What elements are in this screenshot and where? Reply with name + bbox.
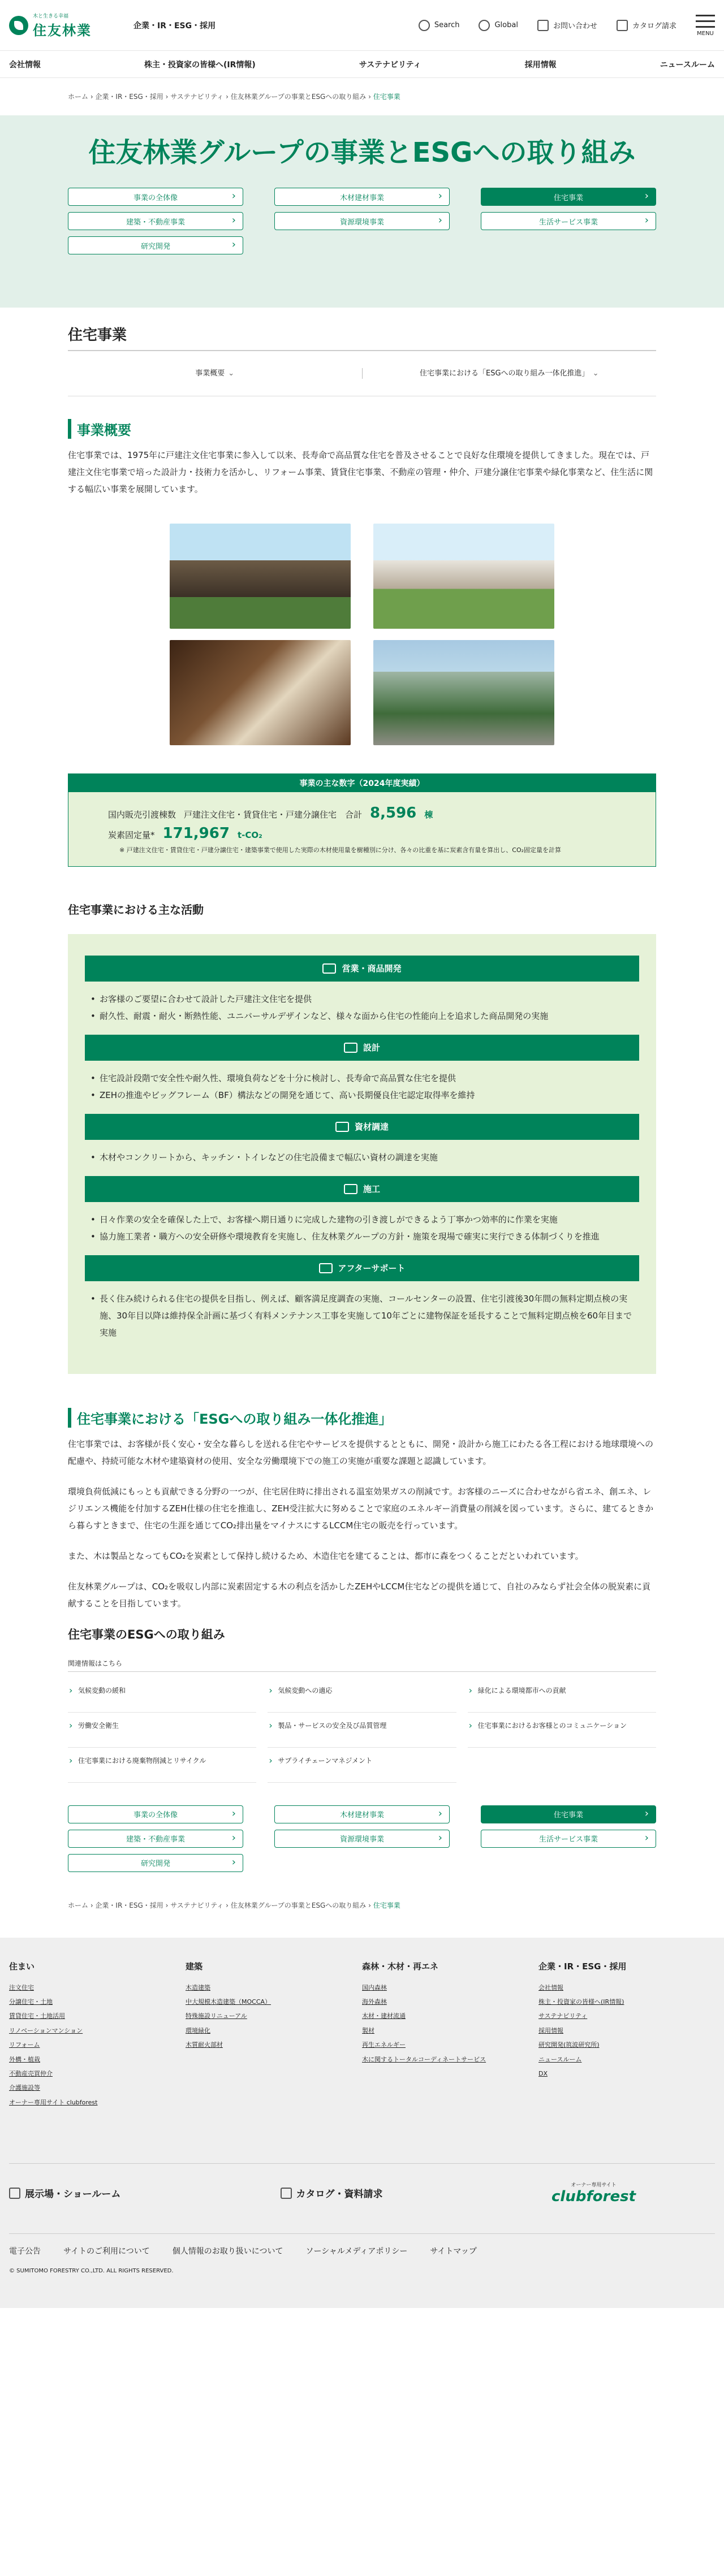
tab-esg-label: 住宅事業における「ESGへの取り組み一体化推進」 bbox=[420, 369, 589, 378]
design-icon bbox=[344, 1043, 357, 1053]
menu-button[interactable] bbox=[696, 14, 715, 37]
business-btn-overview[interactable]: 事業の全体像 › bbox=[68, 1805, 243, 1823]
wooden-interior-image bbox=[170, 640, 351, 745]
house-icon bbox=[9, 2188, 20, 2199]
gnav-ir[interactable]: 株主・投資家の皆様へ(IR情報) bbox=[144, 60, 256, 70]
key-numbers-box bbox=[68, 773, 656, 867]
activity-title: 営業・商品開発 bbox=[342, 963, 402, 974]
hero bbox=[0, 115, 724, 308]
business-btn-construction[interactable]: 建築・不動産事業 › bbox=[68, 1830, 243, 1848]
overview-heading: 事業概要 bbox=[68, 419, 656, 439]
owner-label: オーナー専用サイト bbox=[571, 2182, 617, 2189]
footer-bottom-links bbox=[9, 2233, 715, 2257]
related-link[interactable]: › 気候変動の緩和 bbox=[68, 1678, 256, 1713]
footer-link[interactable]: 賃貸住宅・土地活用 bbox=[9, 2012, 65, 2020]
carbon-row bbox=[108, 825, 616, 842]
footer-link[interactable]: 会社情報 bbox=[538, 1983, 563, 1991]
menu-label: MENU bbox=[697, 31, 714, 37]
catalog-button[interactable] bbox=[617, 20, 676, 31]
footer-link[interactable]: 製材 bbox=[362, 2026, 374, 2034]
activity-design bbox=[85, 1035, 639, 1114]
activity-title: 資材調達 bbox=[354, 1122, 389, 1133]
overview-text: 住宅事業では、1975年に戸建注文住宅事業に参入して以来、長寿命で高品質な住宅を普及させることで良好な住環境を提供してきました。現在では、戸建注文住宅事業で培った設計力・技術力を活かし、リフォーム事業、賃貸住宅事業、不動産の管理・仲介、戸建分譲住宅事業や緑化事業など、住生活に関する幅広い事業を展開しています。 bbox=[68, 450, 653, 494]
footer-link[interactable]: 木に関するトータルコーディネートサービス bbox=[362, 2055, 486, 2063]
business-btn-housing[interactable]: 住宅事業 › bbox=[481, 188, 656, 206]
key-numbers-note: ※ 戸建注文住宅・賃貸住宅・戸建分譲住宅・建築事業で使用した実際の木材使用量を樹種別に分け、各々の比重を基に炭素含有量を算出し、CO₂固定量を計算 bbox=[119, 846, 562, 854]
footer-link[interactable]: ニュースルーム bbox=[538, 2055, 582, 2063]
footer-link[interactable]: 採用情報 bbox=[538, 2026, 563, 2034]
gnav-sustainability[interactable]: サステナビリティ bbox=[359, 60, 421, 70]
site-logo[interactable] bbox=[9, 12, 117, 39]
footer-link[interactable]: 中大規模木造建築（MOCCA） bbox=[186, 1998, 272, 2006]
esg-paragraph: また、木は製品となってもCO₂を炭素として保持し続けるため、木造住宅を建てることは、都市に森をつくることだといわれています。 bbox=[68, 1550, 584, 1561]
book-icon bbox=[281, 2188, 292, 2199]
key-numbers-header: 事業の主な数字（2024年度実績） bbox=[68, 774, 656, 792]
footer-bottom-link[interactable]: 電子公告 bbox=[9, 2247, 41, 2257]
footer-bottom-link[interactable]: サイトのご利用について bbox=[63, 2247, 150, 2257]
related-link[interactable]: › サプライチェーンマネジメント bbox=[268, 1748, 456, 1783]
activity-construction bbox=[85, 1176, 639, 1255]
esg-paragraph: 住宅事業では、お客様が長く安心・安全な暮らしを送れる住宅やサービスを提供するとともに、開発・設計から施工にわたる各工程における地球環境への配慮や、持続可能な木材や建築資材の使用、安全な労働環境下での施工の実施が重要な課題と認識しています。 bbox=[68, 1438, 654, 1466]
house-exterior-image bbox=[170, 524, 351, 629]
footer-link[interactable]: 木材・建材流通 bbox=[362, 2012, 406, 2020]
footer-col-forest bbox=[362, 1960, 538, 2113]
activity-aftersupport bbox=[85, 1255, 639, 1351]
contact-button[interactable] bbox=[537, 20, 597, 31]
footer-link[interactable]: 再生エネルギー bbox=[362, 2041, 406, 2049]
support-icon bbox=[319, 1263, 333, 1273]
contact-label: お問い合わせ bbox=[553, 22, 597, 31]
activity-point: • 長く住み続けられる住宅の提供を目指し、例えば、顧客満足度調査の実施、コールセンターの設置、住宅引渡後30年間の無料定期点検の実施、30年目以降は維持保全計画に基づく有料メンテナンス工事を実施して10年ごとに建物保証を延長することで無料定期点検を60年目まで実施 bbox=[90, 1290, 634, 1341]
footer-col-title[interactable]: 森林・木材・再エネ bbox=[362, 1961, 439, 1972]
activity-point: • 耐久性、耐震・耐火・断熱性能、ユニバーサルデザインなど、様々な面から住宅の性能向上を追求した商品開発の実施 bbox=[90, 1008, 634, 1025]
footer-link[interactable]: 外構・植栽 bbox=[9, 2055, 40, 2063]
deliveries-row bbox=[108, 805, 616, 822]
footer-link[interactable]: 研究開発(筑波研究所) bbox=[538, 2041, 600, 2049]
breadcrumb-current: 住宅事業 bbox=[373, 1901, 400, 1909]
related-link[interactable]: › 住宅事業における廃棄物削減とリサイクル bbox=[68, 1748, 256, 1783]
esg-paragraph: 住友林業グループは、CO₂を吸収し内部に炭素固定する木の利点を活かしたZEHやLCCM住宅などの提供を通じて、自社のみならず社会全体の脱炭素に貢献することを目指しています。 bbox=[68, 1581, 651, 1609]
breadcrumb bbox=[0, 78, 724, 115]
activity-point: • お客様のご要望に合わせて設計した戸建注文住宅を提供 bbox=[90, 991, 634, 1008]
footer-feature-bar bbox=[9, 2163, 715, 2205]
anchor-tabs bbox=[68, 351, 656, 396]
footer-col-title[interactable]: 住まい bbox=[9, 1961, 35, 1972]
related-link[interactable]: › 労働安全衛生 bbox=[68, 1713, 256, 1748]
footer-col-architecture bbox=[186, 1960, 362, 2113]
truck-icon bbox=[335, 1122, 349, 1132]
related-links bbox=[68, 1678, 656, 1783]
footer-col-title[interactable]: 建築 bbox=[186, 1961, 203, 1972]
activity-point: • 住宅設計段階で安全性や耐久性、環境負荷などを十分に検討し、長寿命で高品質な住宅を提供 bbox=[90, 1070, 634, 1087]
footer-link[interactable]: 注文住宅 bbox=[9, 1983, 34, 1991]
footer-link[interactable]: DX bbox=[538, 2070, 548, 2078]
logo-mark bbox=[9, 16, 28, 35]
business-nav bbox=[68, 188, 656, 254]
deliveries-unit: 棟 bbox=[424, 810, 433, 820]
search-icon bbox=[419, 20, 430, 31]
chevron-down-icon: ⌄ bbox=[592, 369, 599, 378]
related-label: 関連情報はこちら bbox=[68, 1658, 656, 1672]
footer-bottom-link[interactable]: サイトマップ bbox=[430, 2247, 477, 2257]
search-label: Search bbox=[434, 21, 460, 29]
deliveries-desc: 戸建注文住宅・賃貸住宅・戸建分譲住宅 合計 bbox=[184, 810, 363, 820]
mail-icon bbox=[537, 20, 549, 31]
footer-link[interactable]: 木造建築 bbox=[186, 1983, 210, 1991]
logo-tagline: 木と生きる幸福 bbox=[33, 13, 69, 19]
related-link[interactable]: › 気候変動への適応 bbox=[268, 1678, 456, 1713]
activity-title: 設計 bbox=[363, 1043, 380, 1053]
housing-complex-image bbox=[373, 524, 554, 629]
greening-garden-image bbox=[373, 640, 554, 745]
tab-esg[interactable] bbox=[362, 368, 657, 379]
footer-link[interactable]: サステナビリティ bbox=[538, 2012, 588, 2020]
global-nav bbox=[0, 51, 724, 78]
business-btn-research[interactable]: 研究開発 › bbox=[68, 1854, 243, 1872]
breadcrumb-path[interactable]: ホーム › 企業・IR・ESG・採用 › サステナビリティ › 住友林業グループの事業とESGへの取り組み › bbox=[68, 93, 373, 101]
header-category[interactable]: 企業・IR・ESG・採用 bbox=[133, 21, 216, 31]
business-btn-timber[interactable]: 木材建材事業 › bbox=[274, 188, 450, 206]
footer-link[interactable]: オーナー専用サイト clubforest bbox=[9, 2098, 98, 2106]
footer-bottom-link[interactable]: ソーシャルメディアポリシー bbox=[305, 2247, 408, 2257]
catalog-label: カタログ請求 bbox=[632, 22, 676, 31]
catalog-icon bbox=[617, 20, 628, 31]
deliveries-value: 8,596 bbox=[370, 805, 417, 822]
carbon-value: 171,967 bbox=[162, 825, 230, 842]
clubforest-link[interactable] bbox=[551, 2181, 636, 2205]
section-title: 住宅事業 bbox=[68, 310, 656, 351]
footer-bottom-link[interactable]: 個人情報のお取り扱いについて bbox=[172, 2247, 283, 2257]
business-btn-lifestyle[interactable]: 生活サービス事業 › bbox=[481, 1830, 656, 1848]
showroom-label: 展示場・ショールーム bbox=[25, 2189, 121, 2201]
esg-topics-heading: 住宅事業のESGへの取り組み bbox=[68, 1627, 225, 1641]
construction-icon bbox=[344, 1184, 357, 1194]
activity-title: アフターサポート bbox=[338, 1263, 406, 1274]
business-btn-timber[interactable]: 木材建材事業 › bbox=[274, 1805, 450, 1823]
catalog-link[interactable] bbox=[281, 2186, 552, 2200]
search-button[interactable] bbox=[419, 20, 460, 31]
deliveries-label: 国内販売引渡棟数 bbox=[108, 810, 176, 820]
globe-icon bbox=[479, 20, 490, 31]
global-button[interactable] bbox=[479, 20, 518, 31]
activity-point: • 協力施工業者・職方への安全研修や環境教育を実施し、住友林業グループの方針・施策を現場で確実に実行できる体制づくりを推進 bbox=[90, 1228, 634, 1245]
business-btn-research[interactable]: 研究開発 › bbox=[68, 236, 243, 254]
footer-col-housing bbox=[9, 1960, 186, 2113]
activity-point: • 木材やコンクリートから、キッチン・トイレなどの住宅設備まで幅広い資材の調達を実施 bbox=[90, 1149, 634, 1166]
footer-link[interactable]: リノベーションマンション bbox=[9, 2026, 83, 2034]
site-footer bbox=[0, 1938, 724, 2309]
business-btn-construction[interactable]: 建築・不動産事業 › bbox=[68, 212, 243, 230]
showroom-link[interactable] bbox=[9, 2186, 281, 2200]
breadcrumb-bottom bbox=[68, 1872, 656, 1909]
business-btn-housing[interactable]: 住宅事業 › bbox=[481, 1805, 656, 1823]
gnav-recruit[interactable]: 採用情報 bbox=[524, 60, 557, 70]
carbon-label: 炭素固定量* bbox=[108, 830, 155, 840]
global-label: Global bbox=[494, 21, 518, 29]
footer-link[interactable]: 環境緑化 bbox=[186, 2026, 210, 2034]
business-btn-overview[interactable]: 事業の全体像 › bbox=[68, 188, 243, 206]
footer-link[interactable]: 分譲住宅・土地 bbox=[9, 1998, 53, 2006]
footer-link[interactable]: 特殊施設リニューアル bbox=[186, 2012, 247, 2020]
related-link[interactable]: › 住宅事業におけるお客様とのコミュニケーション bbox=[468, 1713, 656, 1748]
carbon-unit: t-CO₂ bbox=[237, 830, 262, 840]
breadcrumb-current: 住宅事業 bbox=[373, 93, 400, 101]
business-btn-resources[interactable]: 資源環境事業 › bbox=[274, 1830, 450, 1848]
copyright: © SUMITOMO FORESTRY CO.,LTD. ALL RIGHTS RESERVED. bbox=[9, 2268, 174, 2275]
esg-heading: 住宅事業における「ESGへの取り組み一体化推進」 bbox=[68, 1408, 656, 1428]
business-btn-lifestyle[interactable]: 生活サービス事業 › bbox=[481, 212, 656, 230]
clubforest-logo: clubforest bbox=[551, 2188, 636, 2206]
photo-grid bbox=[68, 524, 656, 745]
footer-link[interactable]: 介護施設等 bbox=[9, 2084, 40, 2092]
site-header bbox=[0, 0, 724, 51]
sales-icon bbox=[322, 963, 336, 974]
related-link[interactable]: › 緑化による環境都市への貢献 bbox=[468, 1678, 656, 1713]
activity-point: • ZEHの推進やビッグフレーム（BF）構法などの開発を通じて、高い長期優良住宅認定取得率を維持 bbox=[90, 1087, 634, 1104]
footer-link[interactable]: リフォーム bbox=[9, 2041, 40, 2049]
logo-brand: 住友林業 bbox=[33, 22, 92, 38]
activity-point: • 日々作業の安全を確保した上で、お客様へ期日通りに完成した建物の引き渡しができるよう丁寧かつ効率的に作業を実施 bbox=[90, 1211, 634, 1228]
business-btn-resources[interactable]: 資源環境事業 › bbox=[274, 212, 450, 230]
tab-overview[interactable] bbox=[68, 368, 362, 379]
related-link[interactable]: › 製品・サービスの安全及び品質管理 bbox=[268, 1713, 456, 1748]
footer-col-corporate bbox=[538, 1960, 715, 2113]
gnav-company[interactable]: 会社情報 bbox=[9, 60, 41, 70]
breadcrumb-path[interactable]: ホーム › 企業・IR・ESG・採用 › サステナビリティ › 住友林業グループの事業とESGへの取り組み › bbox=[68, 1901, 373, 1909]
activity-procurement bbox=[85, 1114, 639, 1176]
esg-paragraph: 環境負荷低減にもっとも貢献できる分野の一つが、住宅居住時に排出される温室効果ガスの削減です。お客様のニーズに合わせながら省エネ、創エネ、レジリエンス機能を付加するZEH仕様の住宅を推進し、ZEH受注拡大に努めることで家庭のエネルギー消費量の削減を図っています。さらに、建てるときから暮らすときまで、住宅の生涯を通じてCO₂排出量をマイナスにするLCCM住宅の販売を行っています。 bbox=[68, 1486, 654, 1531]
main-content bbox=[68, 310, 656, 1909]
activity-title: 施工 bbox=[363, 1184, 380, 1195]
activity-sales bbox=[85, 956, 639, 1035]
chevron-down-icon: ⌄ bbox=[228, 369, 235, 378]
activities-heading: 住宅事業における主な活動 bbox=[68, 902, 204, 917]
footer-link[interactable]: 不動産売買仲介 bbox=[9, 2070, 53, 2078]
footer-col-title[interactable]: 企業・IR・ESG・採用 bbox=[538, 1961, 627, 1972]
activities-box bbox=[68, 934, 656, 1374]
business-nav-bottom bbox=[68, 1805, 656, 1872]
catalog-label: カタログ・資料請求 bbox=[296, 2189, 383, 2201]
footer-link[interactable]: 海外森林 bbox=[362, 1998, 387, 2006]
footer-link[interactable]: 木質耐火部材 bbox=[186, 2041, 223, 2049]
tab-overview-label: 事業概要 bbox=[195, 369, 225, 378]
footer-link[interactable]: 株主・投資家の皆様へ(IR情報) bbox=[538, 1998, 624, 2006]
page-title: 住友林業グループの事業とESGへの取り組み bbox=[88, 137, 636, 168]
footer-link[interactable]: 国内森林 bbox=[362, 1983, 387, 1991]
gnav-newsroom[interactable]: ニュースルーム bbox=[660, 60, 715, 70]
